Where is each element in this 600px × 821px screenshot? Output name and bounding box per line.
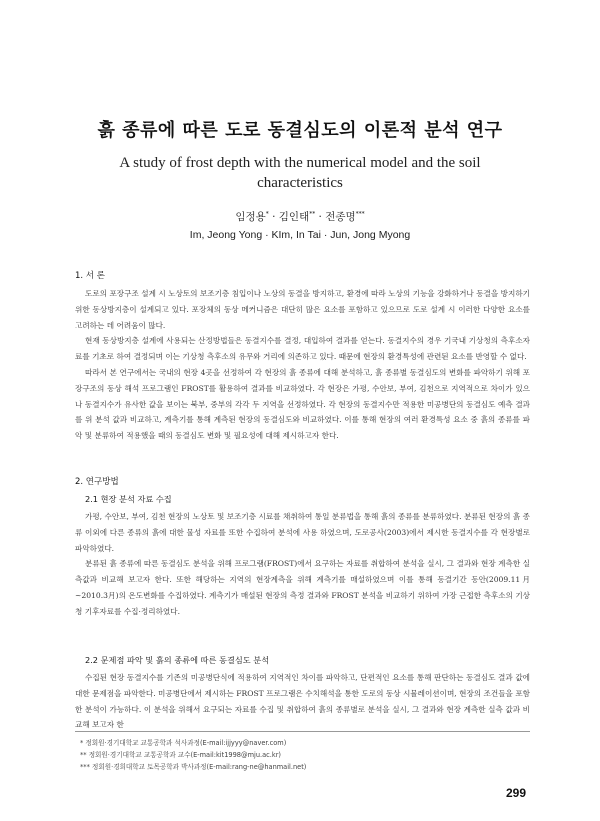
paragraph: 수집된 현장 동결지수를 기존의 미공병단식에 적용하여 지역적인 차이를 파악하고, 단편적인 요소를 통해 판단하는 동결심도 결과 값에 대한 문제점을 파악한다. 미공병단에서 제시하는 FROST 프로그램은 수치해석을 통한 도로의 동상 시뮬레이션이며, 현장의 조건들을 포함한 분석이 가능하다. 이 분석을 위해서 요구되는 자료를 수집 및 취합하여 흙의 종류별로 분석을 실시, 그 결과와 현장 계측한 실측 값과 비교해 보고자 한 (75, 673, 530, 730)
author-mark: ** (309, 210, 316, 218)
paper-title-korean: 흙 종류에 따른 도로 동결심도의 이론적 분석 연구 (97, 120, 503, 141)
author-separator: · (268, 211, 279, 223)
footnote-divider (75, 731, 530, 732)
subsection-heading-analysis: 2.2 문제점 파악 및 흙의 종류에 따른 동결심도 분석 (85, 655, 270, 665)
subsection-heading-data-collection: 2.1 현장 분석 자료 수집 (85, 494, 172, 504)
paragraph: 따라서 본 연구에서는 국내의 현장 4곳을 선정하여 각 현장의 흙 종류에 대해 분석하고, 흙 종류별 동결심도의 변화를 파악하기 위해 포장구조의 동상 해석 프로그램인 FROST를 활용하여 결과를 비교하였다. 각 현장은 가평, 수안보, 부여, 김천으로 지역적으로 차이가 있으나 동결지수가 유사한 값을 보이는 북부, 중부의 각각 두 지역을 선정하였다. 각 현장의 동결지수만 적용한 미공병단의 동결심도 예측 결과를 위 분석 값과 비교하고, 계측기를 통해 계측된 현장의 동결심도와 비교하였다. 이를 통해 현장의 여러 환경특성 요소 중 흙의 종류를 파악 및 분류하여 적용했을 때의 동결심도 변화 및 필요성에 대해 제시하고자 한다. (75, 367, 530, 441)
section-heading-methods: 2. 연구방법 (75, 477, 119, 487)
author-name: 전종명 (325, 211, 356, 223)
paper-title-english: A study of frost depth with the numerical model and the soil characteristics (119, 155, 481, 191)
paragraph: 현재 동상방지층 설계에 사용되는 산정방법들은 동결지수를 결정, 대입하여 결과를 얻는다. 동결지수의 경우 기국내 기상청의 측후소자료를 기초로 하여 결정되며 이는 기상청 측후소의 유무와 거리에 의존하고 있다. 때문에 현장의 환경특성에 관련된 요소를 반영할 수 없다. (75, 336, 530, 362)
author-name: 임정용 (235, 211, 266, 223)
author-name: 김인태 (278, 211, 310, 223)
footnotes (80, 737, 520, 773)
authors-korean (0, 209, 600, 224)
footnote: *** 정회원·경희대학교 토목공학과 박사과정(E-mail:rang-ne@hanmail.net) (80, 763, 307, 771)
subsection-body-data-collection (75, 509, 530, 620)
authors-english: Im, Jeong Yong · KIm, In Tai · Jun, Jong Myong (189, 229, 411, 241)
author-mark: * (265, 210, 269, 218)
section-body-introduction (75, 286, 530, 444)
paragraph: 분류된 흙 종류에 따른 동결심도 분석을 위해 프로그램(FROST)에서 요구하는 자료를 취합하여 분석을 실시, 그 결과와 현장 계측한 실측값과 비교해 보고자 한다. 또한 해당하는 지역의 현장계측을 위해 계측기를 매설하였으며 이를 통해 동결기간 동안(2009.11月~2010.3月)의 온도변화를 수집하였다. 계측기가 매설된 현장의 측정 결과와 FROST 분석을 비교하기 위하여 가장 근접한 측후소의 기상청 기후자료를 수집·정리하였다. (75, 559, 530, 616)
paragraph: 가평, 수안보, 부여, 김천 현장의 노상토 및 보조기층 시료를 채취하여 통일 분류법을 통해 흙의 종류를 분류하였다. 분류된 현장의 흙 종류 이외에 다른 종류의 흙에 대한 물성 자료를 또한 수집하여 분석에 사용 하였으며, 도로공사(2003)에서 제시한 동결지수를 각 현장별로 파악하였다. (75, 512, 530, 553)
subsection-body-analysis (75, 670, 530, 733)
author-separator: · (315, 211, 326, 223)
paragraph: 도로의 포장구조 설계 시 노상토의 보조기층 침입이나 노상의 동결을 방지하고, 환경에 따라 노상의 기능을 강화하거나 동결을 방지하기 위한 동상방지층이 설계되고 있다. 포장체의 동상 메커니즘은 대단히 많은 요소를 포함하고 있으므로 도로 설계 시 이러한 다양한 요소를 고려하는 데 어려움이 많다. (75, 289, 530, 330)
section-heading-introduction: 1. 서 론 (75, 271, 105, 281)
footnote: ** 정회원·경기대학교 교통공학과 교수(E-mail:kit1998@mju.ac.kr) (80, 751, 281, 759)
page-number: 299 (505, 786, 526, 800)
footnote: * 정회원·경기대학교 교통공학과 석사과정(E-mail:ijjyyy@naver.com) (80, 739, 287, 747)
author-mark: *** (355, 210, 365, 218)
